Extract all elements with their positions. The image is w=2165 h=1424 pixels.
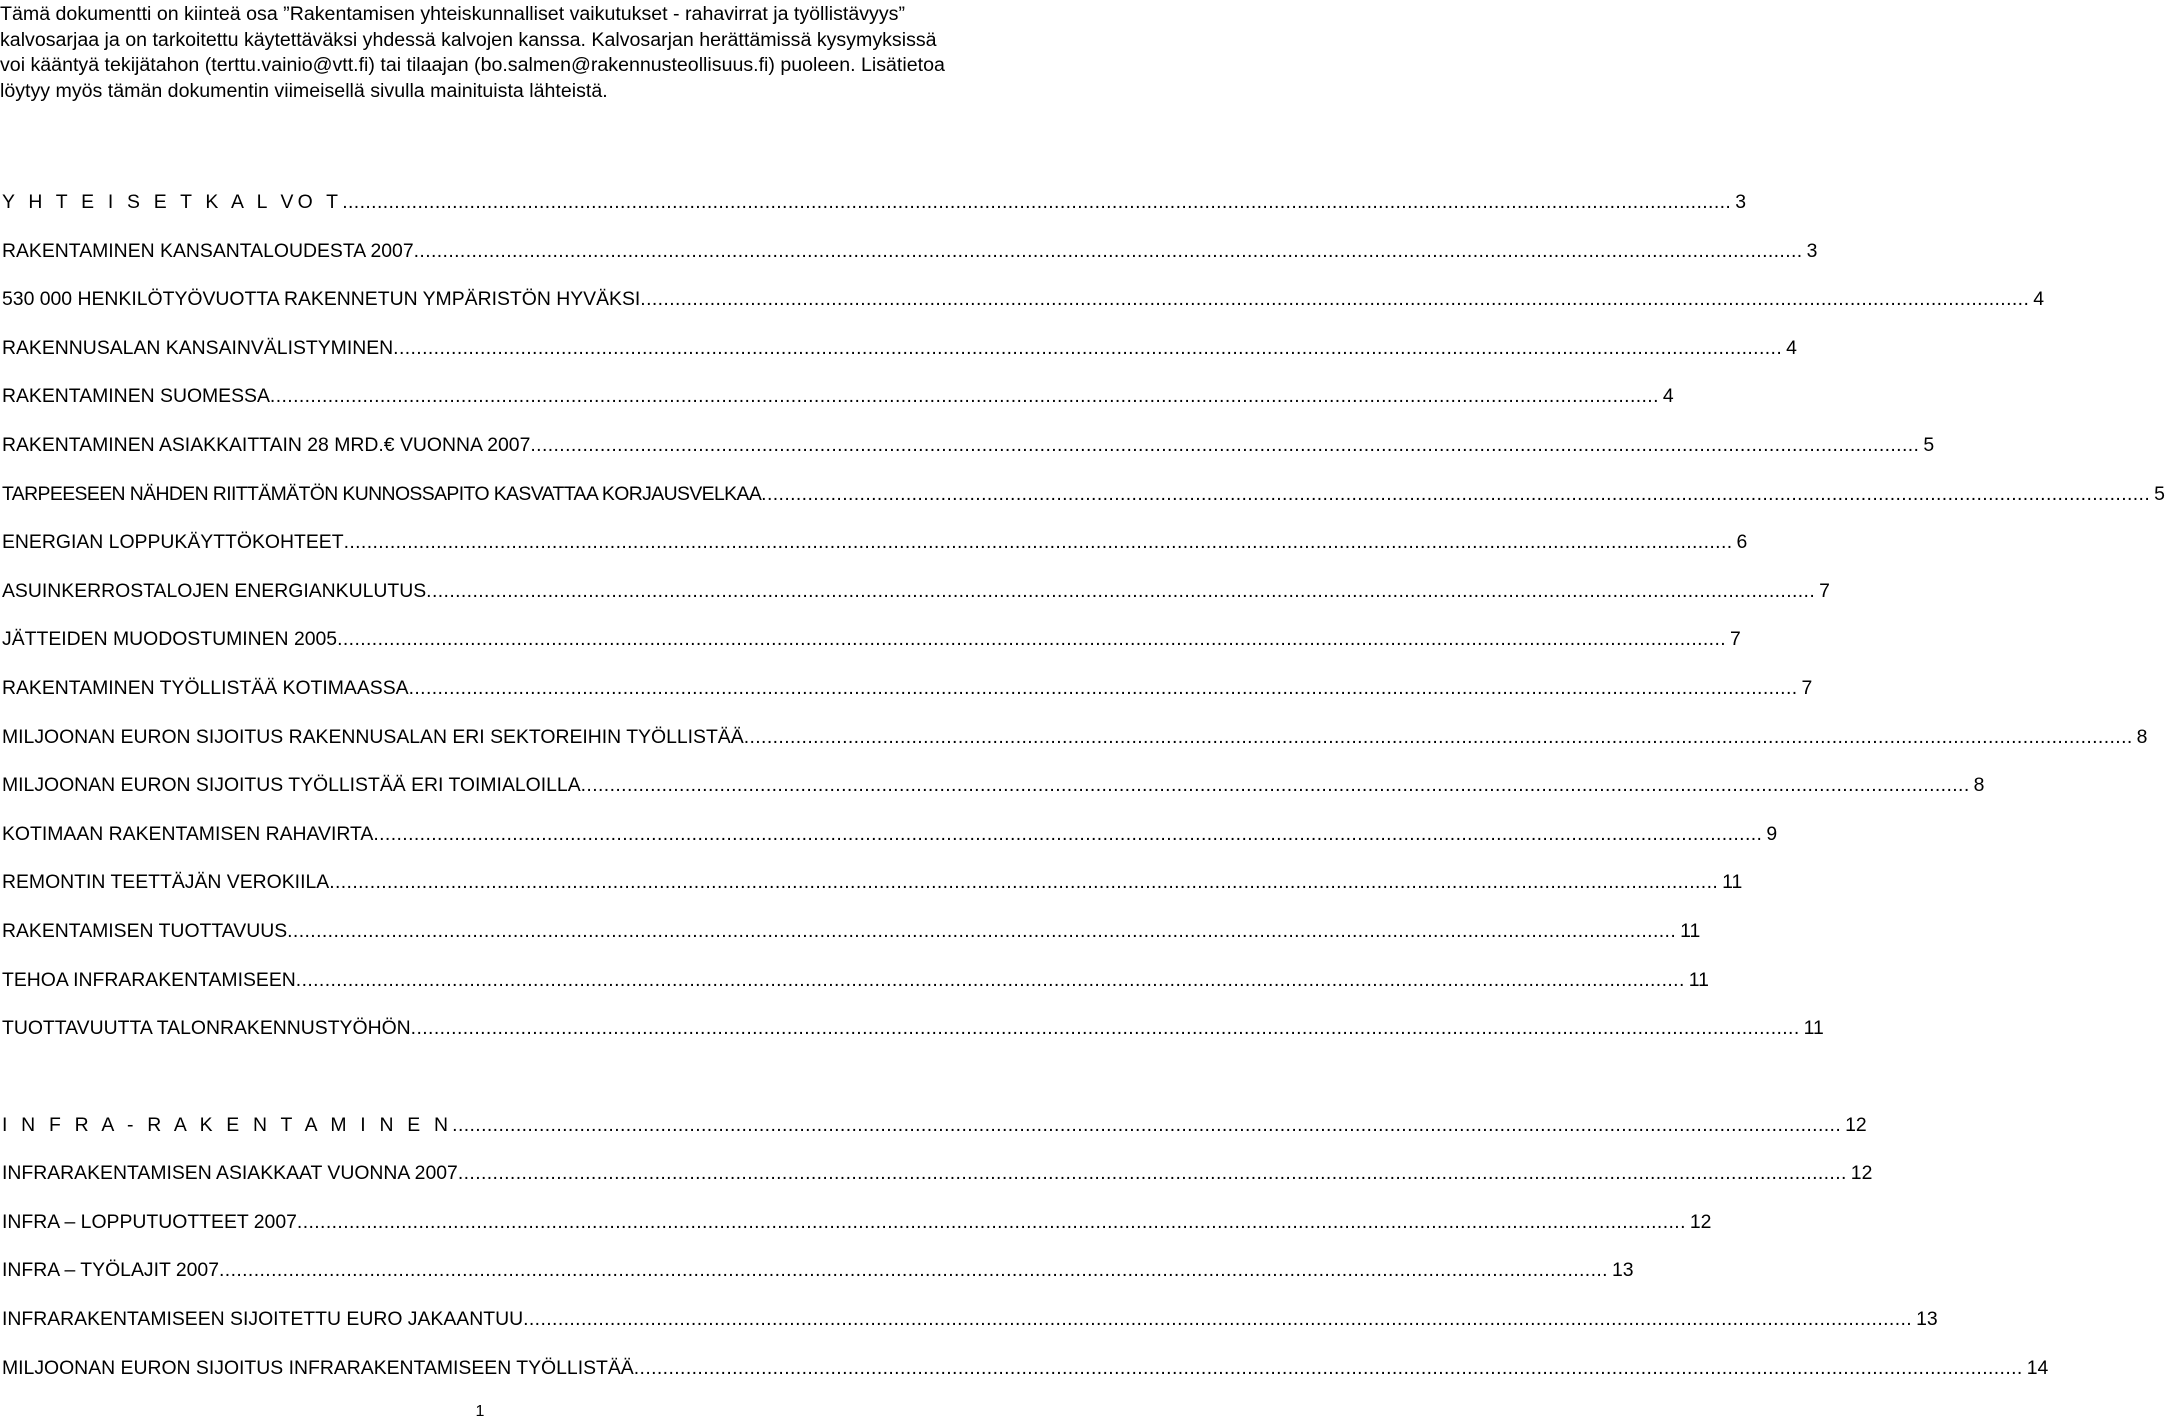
- toc-entry-title: 530 000 HENKILÖTYÖVUOTTA RAKENNETUN YMPÄRISTÖN HYVÄKSI: [2, 288, 641, 311]
- toc-dot-leader: ................................................................................................................................................................................................................................................: [342, 191, 1732, 213]
- toc-entry[interactable]: [2, 627, 1741, 676]
- toc-entry[interactable]: [2, 725, 2148, 774]
- toc-dot-leader: ................................................................................................................................................................................................................................................: [452, 1113, 1842, 1136]
- toc-page-number: 3: [1806, 239, 1818, 262]
- toc-entry-title: TUOTTAVUUTTA TALONRAKENNUSTYÖHÖN: [2, 1017, 411, 1040]
- toc-entry-title: RAKENTAMINEN ASIAKKAITTAIN 28 MRD.€ VUONNA 2007: [2, 433, 531, 456]
- toc-entry-title: INFRA – LOPPUTUOTTEET 2007: [2, 1210, 297, 1233]
- toc-dot-leader: ................................................................................................................................................................................................................................................: [457, 1162, 1847, 1185]
- toc-dot-leader: ................................................................................................................................................................................................................................................: [343, 531, 1733, 554]
- toc-page-number: 3: [1735, 191, 1746, 213]
- toc-page-number: 6: [1736, 531, 1748, 554]
- toc-page-number: 7: [1819, 579, 1830, 602]
- toc-dot-leader: ................................................................................................................................................................................................................................................: [287, 919, 1677, 942]
- toc-dot-leader: ................................................................................................................................................................................................................................................: [408, 676, 1798, 699]
- toc-entry[interactable]: [2, 482, 2165, 531]
- toc-page-number: 8: [1973, 774, 1985, 797]
- toc-entry-yhteiset-kalvot[interactable]: [2, 190, 1746, 239]
- toc-dot-leader: ................................................................................................................................................................................................................................................: [633, 1356, 2023, 1379]
- toc-entry-title: TARPEESEEN NÄHDEN RIITTÄMÄTÖN KUNNOSSAPITO KASVATTAA KORJAUSVELKAA: [2, 482, 762, 505]
- toc-dot-leader: ................................................................................................................................................................................................................................................: [413, 239, 1803, 262]
- toc-dot-leader: ................................................................................................................................................................................................................................................: [295, 968, 1685, 991]
- toc-entry[interactable]: [2, 1307, 1938, 1356]
- toc-page-number: 12: [1845, 1113, 1867, 1136]
- toc-entry[interactable]: [2, 579, 1830, 628]
- toc-entry-title: MILJOONAN EURON SIJOITUS TYÖLLISTÄÄ ERI TOIMIALOILLA: [2, 774, 581, 797]
- toc-page-number: 11: [1722, 871, 1743, 894]
- toc-entry-title: RAKENTAMINEN TYÖLLISTÄÄ KOTIMAASSA: [2, 676, 409, 699]
- intro-section: [0, 2, 955, 104]
- toc-page-number: 4: [1662, 385, 1674, 408]
- toc-page-number: 14: [2026, 1356, 2049, 1379]
- toc-entry[interactable]: [2, 239, 1818, 288]
- toc-entry[interactable]: [2, 1258, 1634, 1307]
- toc-entry[interactable]: [2, 676, 1813, 725]
- toc-entry-title: REMONTIN TEETTÄJÄN VEROKIILA: [2, 871, 330, 894]
- toc-entry-title: MILJOONAN EURON SIJOITUS INFRARAKENTAMISEEN TYÖLLISTÄÄ: [2, 1356, 634, 1379]
- toc-dot-leader: ................................................................................................................................................................................................................................................: [219, 1259, 1608, 1282]
- toc-entry-title: RAKENNUSALAN KANSAINVÄLISTYMINEN: [2, 336, 394, 359]
- toc-page-number: 13: [1916, 1308, 1938, 1331]
- toc-page-number: 12: [1850, 1162, 1873, 1185]
- toc-dot-leader: ................................................................................................................................................................................................................................................: [580, 774, 1970, 797]
- toc-entry[interactable]: [2, 336, 1797, 385]
- toc-entry[interactable]: [2, 1356, 2049, 1405]
- toc-entry-title: KOTIMAAN RAKENTAMISEN RAHAVIRTA: [2, 822, 374, 845]
- toc-dot-leader: ................................................................................................................................................................................................................................................: [761, 482, 2151, 505]
- toc-entry[interactable]: [2, 870, 1743, 919]
- toc-entry[interactable]: [2, 287, 2045, 336]
- table-of-contents: [2, 190, 2165, 1404]
- toc-entry-title: I N F R A - R A K E N T A M I N E N: [2, 1113, 453, 1136]
- toc-page-number: 11: [1688, 968, 1709, 991]
- toc-dot-leader: ................................................................................................................................................................................................................................................: [296, 1210, 1686, 1233]
- toc-entry[interactable]: [2, 1161, 1873, 1210]
- toc-entry[interactable]: [2, 433, 1935, 482]
- toc-page-number: 9: [1766, 822, 1778, 845]
- toc-dot-leader: ................................................................................................................................................................................................................................................: [393, 336, 1783, 359]
- toc-entry-title: TEHOA INFRARAKENTAMISEEN: [2, 968, 296, 991]
- toc-dot-leader: ................................................................................................................................................................................................................................................: [640, 288, 2030, 311]
- toc-entry[interactable]: [2, 773, 1985, 822]
- toc-dot-leader: ................................................................................................................................................................................................................................................: [337, 628, 1727, 651]
- toc-page-number: 7: [1730, 628, 1741, 651]
- toc-dot-leader: ................................................................................................................................................................................................................................................: [523, 1308, 1913, 1331]
- toc-entry-infra-rakentaminen[interactable]: [2, 1113, 1867, 1162]
- toc-entry-title: INFRARAKENTAMISEEN SIJOITETTU EURO JAKAANTUU: [2, 1308, 524, 1331]
- toc-page-number: 8: [2136, 725, 2148, 748]
- toc-entry[interactable]: [2, 1016, 1824, 1065]
- toc-page-number: 4: [2033, 288, 2045, 311]
- toc-page-number: 5: [2154, 482, 2165, 505]
- toc-dot-leader: ................................................................................................................................................................................................................................................: [426, 579, 1816, 602]
- toc-entry-title: INFRA – TYÖLAJIT 2007: [2, 1259, 219, 1282]
- toc-dot-leader: ................................................................................................................................................................................................................................................: [743, 725, 2133, 748]
- toc-entry[interactable]: [2, 919, 1701, 968]
- toc-entry-title: RAKENTAMINEN SUOMESSA: [2, 385, 270, 408]
- toc-page-number: 11: [1803, 1017, 1824, 1040]
- toc-entry[interactable]: [2, 530, 1748, 579]
- toc-page-number: 7: [1801, 676, 1813, 699]
- toc-dot-leader: ................................................................................................................................................................................................................................................: [410, 1017, 1800, 1040]
- toc-dot-leader: ................................................................................................................................................................................................................................................: [269, 385, 1659, 408]
- toc-entry-title: ASUINKERROSTALOJEN ENERGIANKULUTUS: [2, 579, 427, 602]
- toc-dot-leader: ................................................................................................................................................................................................................................................: [530, 433, 1920, 456]
- toc-entry-title: ENERGIAN LOPPUKÄYTTÖKOHTEET: [2, 531, 344, 554]
- toc-entry-title: INFRARAKENTAMISEN ASIAKKAAT VUONNA 2007: [2, 1162, 458, 1185]
- toc-entry[interactable]: [2, 968, 1709, 1017]
- toc-entry-title: Y H T E I S E T K A L VO T: [2, 191, 343, 213]
- page-number: 1: [475, 1403, 485, 1420]
- toc-entry[interactable]: [2, 384, 1674, 433]
- toc-page-number: 11: [1680, 919, 1701, 942]
- toc-dot-leader: ................................................................................................................................................................................................................................................: [329, 871, 1719, 894]
- intro-paragraph: Tämä dokumentti on kiinteä osa ”Rakentamisen yhteiskunnalliset vaikutukset - rahavirrat ja työllistävyys” kalvosarjaa ja on tarkoitettu käytettäväksi yhdessä kalvojen kanssa. Kalvosarjan herättämissä kysymyksissä voi kääntyä tekijätahon (terttu.vainio@vtt.fi) tai tilaajan (bo.salmen@rakennusteollisuus.fi) puoleen. Lisätietoa löytyy myös tämän dokumentin viimeisellä sivulla mainituista lähteistä.: [0, 3, 945, 102]
- toc-page-number: 4: [1786, 336, 1797, 359]
- toc-entry[interactable]: [2, 1210, 1712, 1259]
- toc-page-number: 12: [1689, 1210, 1712, 1233]
- toc-entry-title: MILJOONAN EURON SIJOITUS RAKENNUSALAN ERI SEKTOREIHIN TYÖLLISTÄÄ: [2, 725, 744, 748]
- toc-entry-title: JÄTTEIDEN MUODOSTUMINEN 2005: [2, 628, 338, 651]
- toc-page-number: 13: [1611, 1259, 1634, 1282]
- toc-page-number: 5: [1923, 433, 1935, 456]
- toc-entry-title: RAKENTAMISEN TUOTTAVUUS: [2, 919, 288, 942]
- toc-dot-leader: ................................................................................................................................................................................................................................................: [373, 822, 1763, 845]
- toc-entry[interactable]: [2, 822, 1778, 871]
- toc-entry-title: RAKENTAMINEN KANSANTALOUDESTA 2007: [2, 239, 414, 262]
